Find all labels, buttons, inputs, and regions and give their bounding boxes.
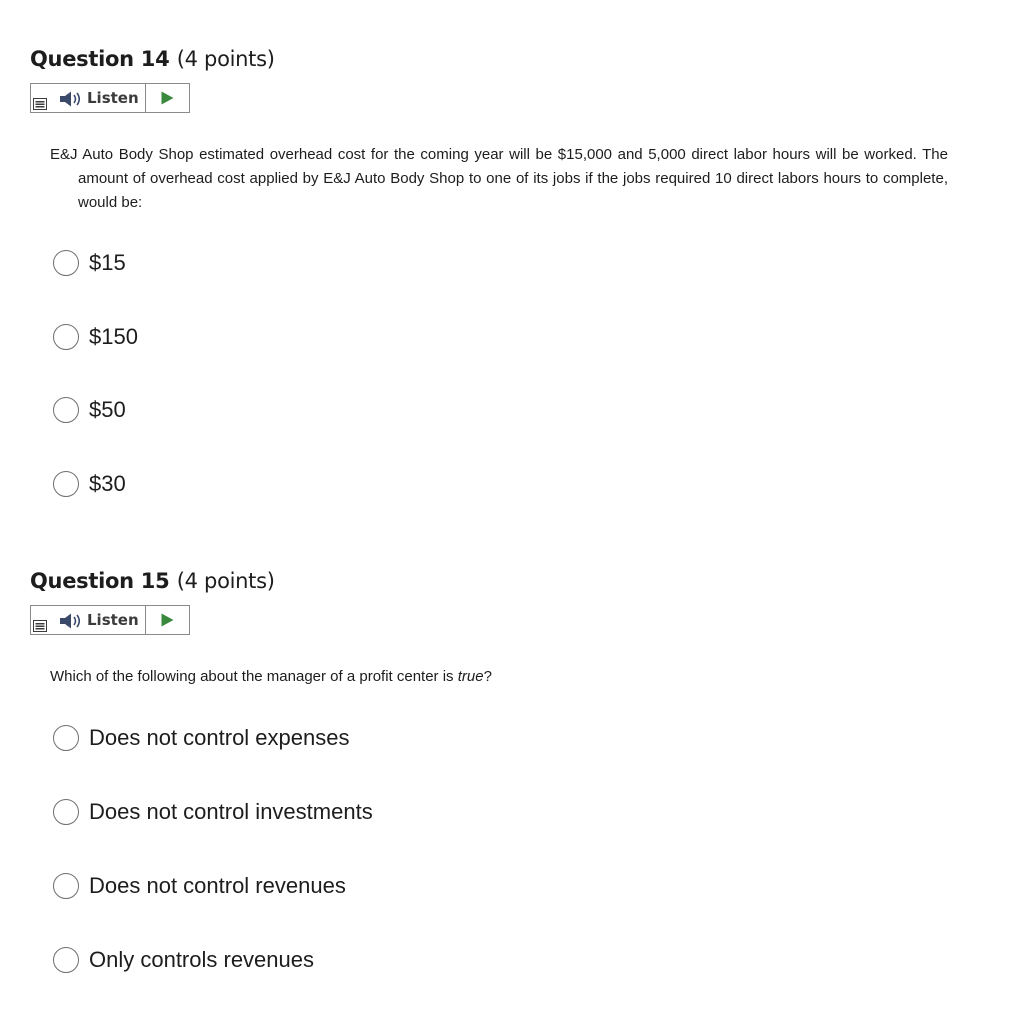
listen-widget xyxy=(30,83,190,113)
radio-button[interactable] xyxy=(53,250,79,276)
question-text-emphasis: true xyxy=(457,668,484,685)
question-title: Question 14 xyxy=(30,47,170,71)
option-label[interactable]: $50 xyxy=(89,397,126,422)
option-label[interactable]: Does not control revenues xyxy=(89,873,346,898)
option-label[interactable]: $30 xyxy=(89,470,126,496)
answer-options xyxy=(53,723,373,1019)
radio-button[interactable] xyxy=(53,324,79,350)
menu-icon[interactable] xyxy=(33,620,47,632)
radio-button[interactable] xyxy=(53,947,79,973)
listen-button[interactable] xyxy=(31,606,146,634)
question-points: (4 points) xyxy=(176,569,275,593)
listen-button[interactable] xyxy=(31,84,146,112)
option-label[interactable]: Only controls revenues xyxy=(89,947,314,972)
answer-option[interactable] xyxy=(53,871,373,901)
radio-button[interactable] xyxy=(53,725,79,751)
play-icon xyxy=(161,613,174,627)
question-title: Question 15 xyxy=(30,569,170,593)
listen-widget xyxy=(30,605,190,635)
answer-option[interactable] xyxy=(53,322,138,352)
question-heading xyxy=(30,44,990,74)
question-text: E&J Auto Body Shop estimated overhead cost for the coming year will be $15,000 and 5,000 direct labor hours will be worked. The amount of overhead cost applied by E&J Auto Body Shop to one of its jobs if the jobs required 10 direct labors hours to complete, would be: xyxy=(50,146,948,211)
question-points: (4 points) xyxy=(176,47,275,71)
play-button[interactable] xyxy=(146,606,189,634)
question-14 xyxy=(30,44,990,496)
play-button[interactable] xyxy=(146,84,189,112)
menu-icon[interactable] xyxy=(33,98,47,110)
listen-label: Listen xyxy=(87,611,139,629)
answer-options xyxy=(53,248,138,542)
answer-option[interactable] xyxy=(53,723,373,753)
option-label[interactable]: Does not control investments xyxy=(89,799,373,824)
speaker-icon xyxy=(58,91,82,107)
answer-option[interactable] xyxy=(53,248,138,278)
option-label[interactable]: $15 xyxy=(89,250,126,275)
answer-option[interactable] xyxy=(53,469,138,499)
question-text-start: Which of the following about the manager of a profit center is xyxy=(50,668,458,685)
radio-button[interactable] xyxy=(53,873,79,899)
question-heading xyxy=(30,566,990,596)
question-15 xyxy=(30,566,990,972)
radio-button[interactable] xyxy=(53,471,79,497)
radio-button[interactable] xyxy=(53,397,79,423)
question-text xyxy=(50,665,920,689)
option-label[interactable]: $150 xyxy=(89,323,138,349)
play-icon xyxy=(161,91,174,105)
answer-option[interactable] xyxy=(53,797,373,827)
speaker-icon xyxy=(58,613,82,629)
answer-option[interactable] xyxy=(53,395,138,425)
question-text-end: ? xyxy=(483,668,492,685)
answer-option[interactable] xyxy=(53,945,373,975)
radio-button[interactable] xyxy=(53,799,79,825)
listen-label: Listen xyxy=(87,89,139,107)
option-label[interactable]: Does not control expenses xyxy=(89,725,350,750)
